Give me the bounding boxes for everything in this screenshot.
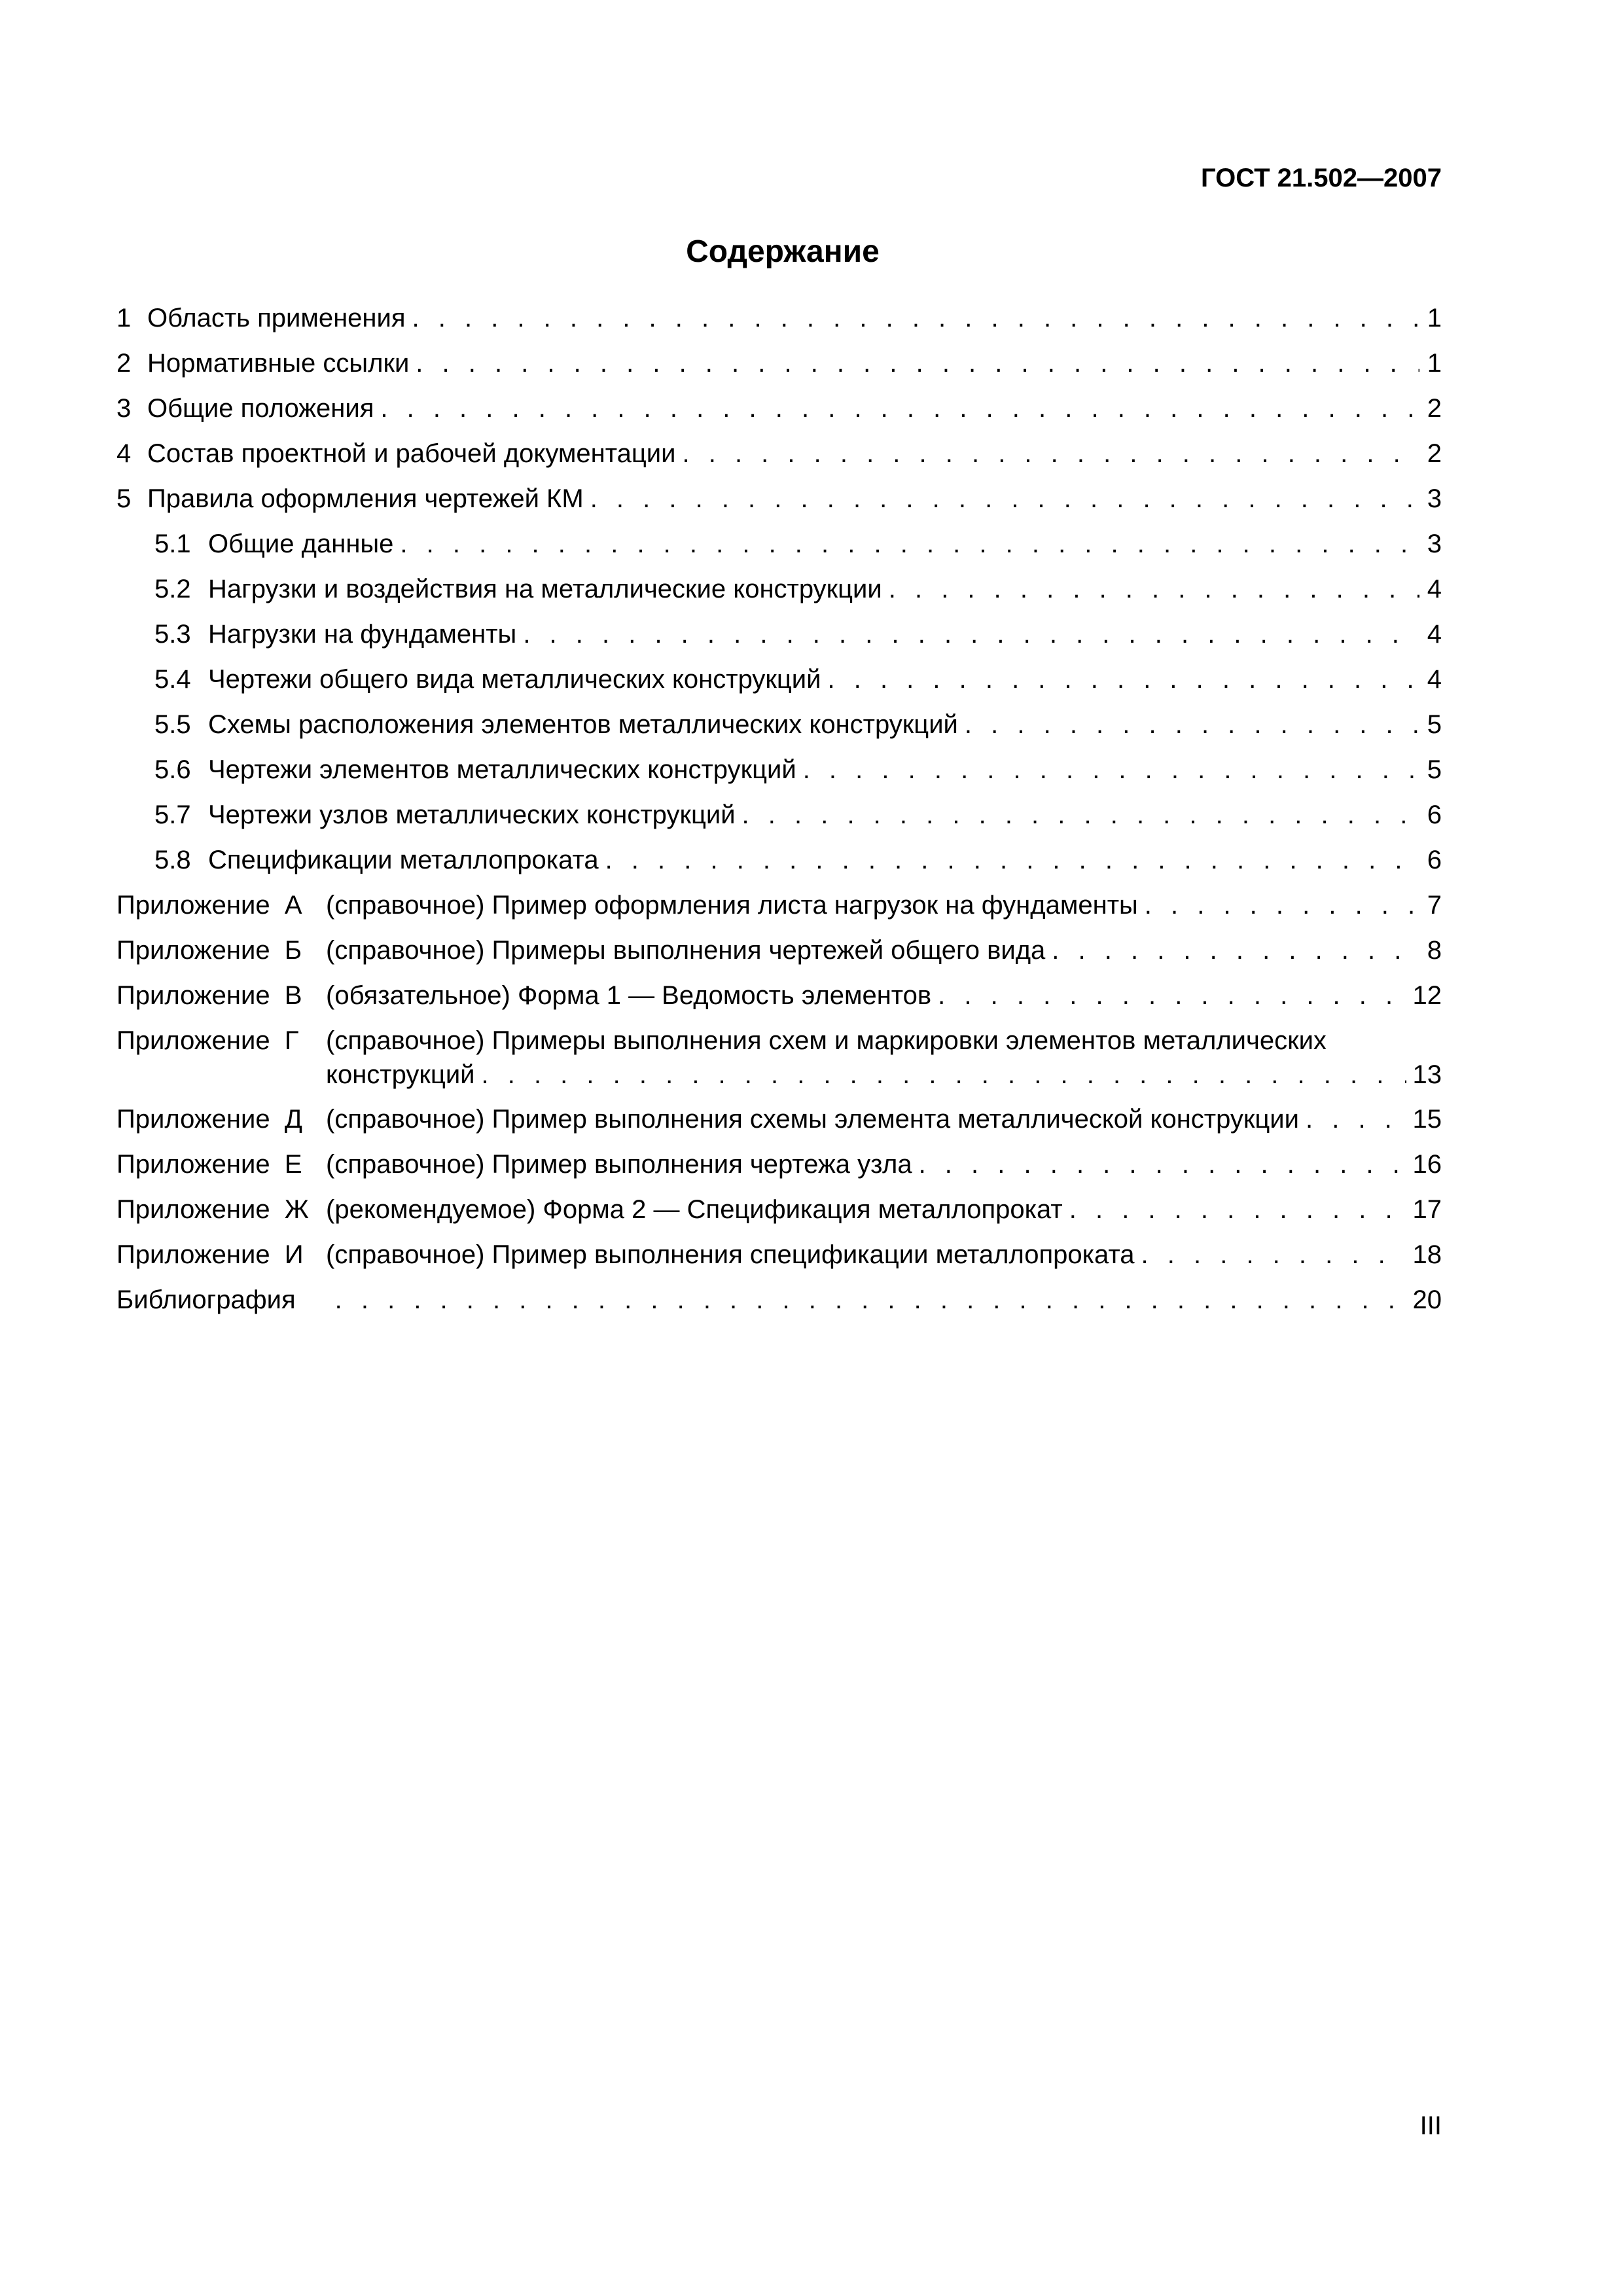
dot-leader (889, 573, 1419, 605)
toc-entry-number: 5.6 (154, 755, 191, 784)
toc-entry-5-5[interactable] (116, 709, 1442, 754)
toc-entry-title: Нормативные ссылки (147, 349, 410, 378)
dot-leader (1141, 1239, 1406, 1270)
toc-entry-title: (справочное) Пример выполнения спецификации металлопроката (326, 1240, 1135, 1269)
toc-entry-bibliography[interactable] (116, 1284, 1442, 1329)
toc-entry-number: Приложение Д (116, 1105, 302, 1134)
toc-entry-appendix-i[interactable] (116, 1239, 1442, 1284)
toc-entry-number: Приложение Е (116, 1150, 302, 1179)
toc-entry-title: Чертежи общего вида металлических конструкций (208, 665, 821, 694)
toc-entry-page: 7 (1427, 891, 1442, 920)
dot-leader (335, 1284, 1406, 1316)
toc-entry-2[interactable] (116, 348, 1442, 393)
dot-leader (919, 1149, 1406, 1180)
toc-entry-number: 5.5 (154, 710, 191, 739)
toc-entry-title: Чертежи элементов металлических конструкций (208, 755, 796, 784)
toc-entry-title: Спецификации металлопроката (208, 846, 599, 874)
toc-entry-1[interactable] (116, 302, 1442, 348)
toc-entry-title: (справочное) Пример выполнения схемы элемента металлической конструкции (326, 1105, 1299, 1134)
dot-leader (803, 754, 1419, 785)
toc-entry-title: Область применения (147, 304, 406, 332)
toc-entry-5-1[interactable] (116, 528, 1442, 573)
toc-entry-appendix-a[interactable] (116, 889, 1442, 935)
toc-entry-page: 6 (1427, 800, 1442, 829)
toc-entry-title: (справочное) Примеры выполнения чертежей общего вида (326, 936, 1046, 965)
dot-leader (965, 709, 1419, 740)
toc-entry-title: Схемы расположения элементов металлических конструкций (208, 710, 958, 739)
toc-entry-page: 13 (1412, 1060, 1442, 1089)
toc-entry-appendix-d[interactable] (116, 1103, 1442, 1149)
table-of-contents (116, 302, 1442, 1329)
toc-entry-page: 15 (1412, 1105, 1442, 1134)
toc-entry-title: (обязательное) Форма 1 — Ведомость элементов (326, 981, 932, 1010)
toc-entry-number: Приложение Б (116, 936, 302, 965)
toc-entry-title: Общие данные (208, 529, 394, 558)
page-number: III (1419, 2111, 1442, 2140)
toc-entry-page: 1 (1427, 304, 1442, 332)
toc-entry-title: Общие положения (147, 394, 374, 423)
dot-leader (1145, 889, 1419, 921)
dot-leader (827, 664, 1419, 695)
toc-entry-page: 8 (1427, 936, 1442, 965)
toc-entry-page: 1 (1427, 349, 1442, 378)
toc-entry-appendix-g[interactable] (116, 1025, 1442, 1103)
toc-entry-number: 5.3 (154, 620, 191, 649)
dot-leader (380, 393, 1419, 424)
toc-entry-title: (справочное) Пример выполнения чертежа узла (326, 1150, 912, 1179)
toc-entry-number: Приложение Г (116, 1026, 299, 1055)
toc-entry-5-4[interactable] (116, 664, 1442, 709)
toc-entry-page: 12 (1412, 981, 1442, 1010)
document-code: ГОСТ 21.502—2007 (1200, 164, 1442, 192)
dot-leader (1052, 935, 1419, 966)
dot-leader (682, 438, 1419, 469)
dot-leader (523, 619, 1419, 650)
dot-leader (1069, 1194, 1406, 1225)
dot-leader (1306, 1103, 1406, 1135)
toc-entry-3[interactable] (116, 393, 1442, 438)
toc-entry-5[interactable] (116, 483, 1442, 528)
toc-entry-page: 3 (1427, 484, 1442, 513)
toc-entry-appendix-b[interactable] (116, 935, 1442, 980)
toc-entry-number: 5.4 (154, 665, 191, 694)
dot-leader (400, 528, 1419, 560)
toc-entry-5-7[interactable] (116, 799, 1442, 844)
toc-entry-appendix-zh[interactable] (116, 1194, 1442, 1239)
toc-entry-title: Состав проектной и рабочей документации (147, 439, 676, 468)
toc-entry-number: 2 (116, 349, 132, 378)
toc-entry-number: Приложение Ж (116, 1195, 309, 1224)
toc-entry-page: 5 (1427, 755, 1442, 784)
toc-entry-title: (справочное) Примеры выполнения схем и маркировки элементов металлических (326, 1026, 1327, 1055)
toc-entry-number: 4 (116, 439, 132, 468)
toc-entry-number: 5.1 (154, 529, 191, 558)
toc-entry-page: 4 (1427, 620, 1442, 649)
dot-leader (742, 799, 1419, 831)
toc-entry-number: 5.2 (154, 575, 191, 603)
toc-entry-5-6[interactable] (116, 754, 1442, 799)
toc-entry-title: (рекомендуемое) Форма 2 — Спецификация металлопрокат (326, 1195, 1063, 1224)
toc-entry-number: 5.8 (154, 846, 191, 874)
dot-leader (482, 1059, 1406, 1090)
toc-entry-page: 4 (1427, 575, 1442, 603)
toc-entry-title: Чертежи узлов металлических конструкций (208, 800, 736, 829)
dot-leader (590, 483, 1419, 514)
toc-entry-title: Нагрузки и воздействия на металлические конструкции (208, 575, 882, 603)
toc-entry-5-8[interactable] (116, 844, 1442, 889)
toc-entry-page: 4 (1427, 665, 1442, 694)
toc-entry-number: Приложение И (116, 1240, 304, 1269)
toc-entry-page: 2 (1427, 439, 1442, 468)
toc-heading: Содержание (686, 234, 880, 269)
toc-entry-number: 3 (116, 394, 132, 423)
dot-leader (412, 302, 1419, 334)
toc-entry-title: Нагрузки на фундаменты (208, 620, 517, 649)
dot-leader (605, 844, 1419, 876)
toc-entry-page: 18 (1412, 1240, 1442, 1269)
toc-entry-number: 5 (116, 484, 132, 513)
toc-entry-appendix-v[interactable] (116, 980, 1442, 1025)
toc-entry-page: 16 (1412, 1150, 1442, 1179)
toc-entry-title: Правила оформления чертежей КМ (147, 484, 584, 513)
dot-leader (416, 348, 1419, 379)
toc-entry-number: 5.7 (154, 800, 191, 829)
toc-entry-page: 5 (1427, 710, 1442, 739)
toc-entry-title: (справочное) Пример оформления листа нагрузок на фундаменты (326, 891, 1138, 920)
toc-entry-page: 3 (1427, 529, 1442, 558)
toc-entry-title: Библиография (116, 1285, 296, 1314)
toc-entry-page: 6 (1427, 846, 1442, 874)
toc-entry-page: 17 (1412, 1195, 1442, 1224)
toc-entry-number: 1 (116, 304, 132, 332)
toc-entry-5-3[interactable] (116, 619, 1442, 664)
toc-entry-appendix-e[interactable] (116, 1149, 1442, 1194)
toc-entry-title-continued: конструкций (326, 1060, 475, 1089)
toc-entry-4[interactable] (116, 438, 1442, 483)
toc-entry-page: 20 (1412, 1285, 1442, 1314)
toc-entry-5-2[interactable] (116, 573, 1442, 619)
toc-entry-page: 2 (1427, 394, 1442, 423)
toc-entry-number: Приложение В (116, 981, 302, 1010)
toc-entry-number: Приложение А (116, 891, 302, 920)
dot-leader (938, 980, 1406, 1011)
